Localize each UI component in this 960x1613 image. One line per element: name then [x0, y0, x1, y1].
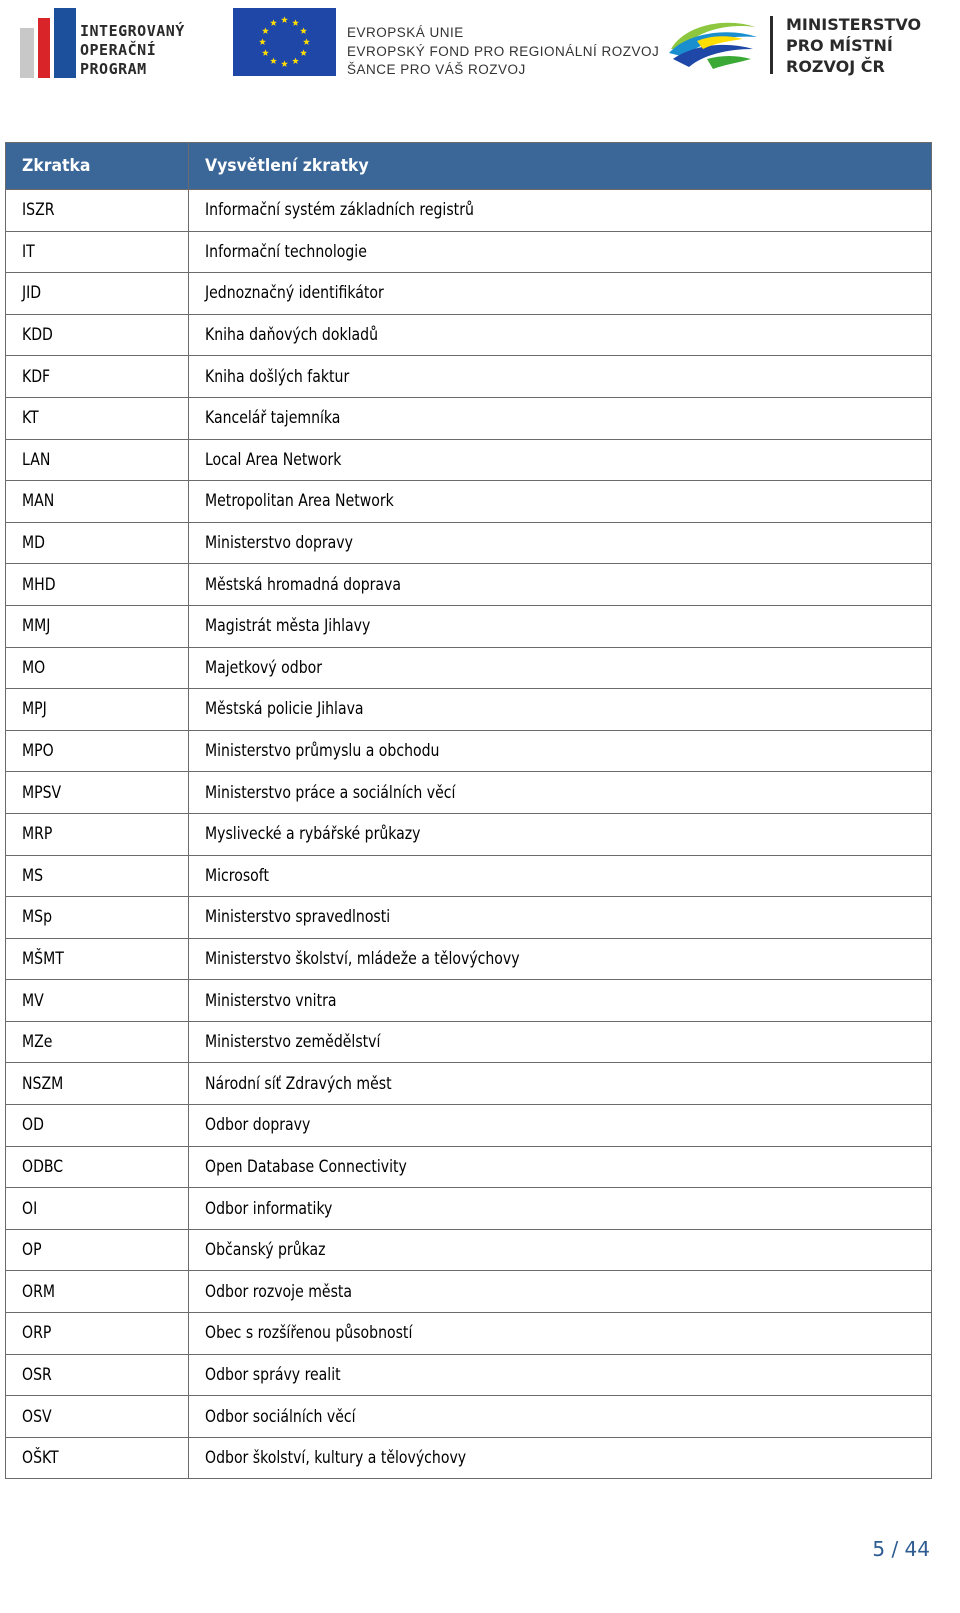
- iop-bars-icon: [20, 8, 80, 78]
- abbreviation-cell: KT: [6, 397, 189, 439]
- abbreviation-cell: MŠMT: [6, 938, 189, 980]
- table-row: [6, 813, 932, 855]
- table-row: [6, 439, 932, 481]
- explanation-cell: Magistrát města Jihlavy: [189, 605, 932, 647]
- explanation-cell: Kniha došlých faktur: [189, 356, 932, 398]
- explanation-cell: Ministerstvo práce a sociálních věcí: [189, 772, 932, 814]
- abbreviation-cell: MAN: [6, 481, 189, 523]
- explanation-cell: Odbor dopravy: [189, 1105, 932, 1147]
- eu-logo-text: EVROPSKÁ UNIE EVROPSKÝ FOND PRO REGIONÁLNÍ ROZVOJ ŠANCE PRO VÁŠ ROZVOJ: [347, 25, 660, 77]
- table-row: [6, 1105, 932, 1147]
- explanation-cell: Informační technologie: [189, 231, 932, 273]
- abbreviation-cell: ODBC: [6, 1146, 189, 1188]
- explanation-cell: Myslivecké a rybářské průkazy: [189, 813, 932, 855]
- abbreviation-cell: MPO: [6, 730, 189, 772]
- abbreviation-cell: ORP: [6, 1313, 189, 1355]
- mmr-divider: [770, 16, 773, 74]
- column-header-explanation: Vysvětlení zkratky: [189, 143, 932, 190]
- abbreviation-cell: OD: [6, 1105, 189, 1147]
- table-row: [6, 231, 932, 273]
- explanation-cell: Metropolitan Area Network: [189, 481, 932, 523]
- explanation-cell: Občanský průkaz: [189, 1229, 932, 1271]
- abbreviation-cell: ISZR: [6, 190, 189, 232]
- table-header-row: [6, 143, 932, 190]
- table-row: [6, 1313, 932, 1355]
- explanation-cell: Odbor školství, kultury a tělovýchovy: [189, 1437, 932, 1479]
- abbreviations-table: [5, 142, 932, 1479]
- table-row: [6, 522, 932, 564]
- table-body: [6, 190, 932, 1479]
- explanation-cell: Ministerstvo vnitra: [189, 980, 932, 1022]
- table-row: [6, 1437, 932, 1479]
- abbreviation-cell: MD: [6, 522, 189, 564]
- column-header-abbreviation: Zkratka: [6, 143, 189, 190]
- explanation-cell: Kniha daňových dokladů: [189, 314, 932, 356]
- table-row: [6, 897, 932, 939]
- abbreviation-cell: MSp: [6, 897, 189, 939]
- explanation-cell: Ministerstvo průmyslu a obchodu: [189, 730, 932, 772]
- table-row: [6, 1021, 932, 1063]
- eu-flag-icon: [233, 8, 336, 76]
- table-row: [6, 1063, 932, 1105]
- explanation-cell: Ministerstvo zemědělství: [189, 1021, 932, 1063]
- iop-logo-text: INTEGROVANÝ OPERAČNÍ PROGRAM: [80, 22, 185, 78]
- table-row: [6, 689, 932, 731]
- table-row: [6, 564, 932, 606]
- explanation-cell: Microsoft: [189, 855, 932, 897]
- abbreviation-cell: MPSV: [6, 772, 189, 814]
- table-row: [6, 605, 932, 647]
- table-row: [6, 1188, 932, 1230]
- abbreviation-cell: KDD: [6, 314, 189, 356]
- explanation-cell: Jednoznačný identifikátor: [189, 273, 932, 315]
- page-number: 5 / 44: [872, 1537, 930, 1561]
- explanation-cell: Odbor správy realit: [189, 1354, 932, 1396]
- table-row: [6, 730, 932, 772]
- abbreviation-cell: LAN: [6, 439, 189, 481]
- abbreviation-cell: MS: [6, 855, 189, 897]
- table-row: [6, 356, 932, 398]
- explanation-cell: Národní síť Zdravých měst: [189, 1063, 932, 1105]
- table-row: [6, 481, 932, 523]
- explanation-cell: Open Database Connectivity: [189, 1146, 932, 1188]
- iop-logo: [20, 8, 200, 78]
- table-row: [6, 1146, 932, 1188]
- abbreviation-cell: IT: [6, 231, 189, 273]
- abbreviation-cell: MMJ: [6, 605, 189, 647]
- table-row: [6, 397, 932, 439]
- explanation-cell: Odbor informatiky: [189, 1188, 932, 1230]
- explanation-cell: Informační systém základních registrů: [189, 190, 932, 232]
- explanation-cell: Majetkový odbor: [189, 647, 932, 689]
- explanation-cell: Městská hromadná doprava: [189, 564, 932, 606]
- abbreviation-cell: NSZM: [6, 1063, 189, 1105]
- explanation-cell: Odbor rozvoje města: [189, 1271, 932, 1313]
- table-row: [6, 772, 932, 814]
- table-row: [6, 1396, 932, 1438]
- abbreviation-cell: MHD: [6, 564, 189, 606]
- abbreviation-cell: JID: [6, 273, 189, 315]
- table-row: [6, 314, 932, 356]
- abbreviation-cell: MO: [6, 647, 189, 689]
- table-row: [6, 647, 932, 689]
- explanation-cell: Ministerstvo školství, mládeže a tělovýchovy: [189, 938, 932, 980]
- table-row: [6, 190, 932, 232]
- table-row: [6, 938, 932, 980]
- abbreviation-cell: OI: [6, 1188, 189, 1230]
- abbreviation-cell: MV: [6, 980, 189, 1022]
- abbreviation-cell: OŠKT: [6, 1437, 189, 1479]
- table-row: [6, 273, 932, 315]
- explanation-cell: Local Area Network: [189, 439, 932, 481]
- mmr-logo-text: MINISTERSTVO PRO MÍSTNÍ ROZVOJ ČR: [786, 15, 922, 76]
- explanation-cell: Obec s rozšířenou působností: [189, 1313, 932, 1355]
- explanation-cell: Městská policie Jihlava: [189, 689, 932, 731]
- table-row: [6, 1229, 932, 1271]
- explanation-cell: Odbor sociálních věcí: [189, 1396, 932, 1438]
- abbreviation-cell: MRP: [6, 813, 189, 855]
- abbreviation-cell: OSV: [6, 1396, 189, 1438]
- explanation-cell: Kancelář tajemníka: [189, 397, 932, 439]
- abbreviation-cell: ORM: [6, 1271, 189, 1313]
- mmr-swoosh-icon: [667, 15, 759, 73]
- abbreviation-cell: OSR: [6, 1354, 189, 1396]
- abbreviation-cell: OP: [6, 1229, 189, 1271]
- table-row: [6, 1354, 932, 1396]
- table-row: [6, 1271, 932, 1313]
- explanation-cell: Ministerstvo dopravy: [189, 522, 932, 564]
- abbreviation-cell: MPJ: [6, 689, 189, 731]
- page-header: [0, 0, 960, 110]
- abbreviation-cell: MZe: [6, 1021, 189, 1063]
- table-row: [6, 980, 932, 1022]
- explanation-cell: Ministerstvo spravedlnosti: [189, 897, 932, 939]
- table-row: [6, 855, 932, 897]
- abbreviation-cell: KDF: [6, 356, 189, 398]
